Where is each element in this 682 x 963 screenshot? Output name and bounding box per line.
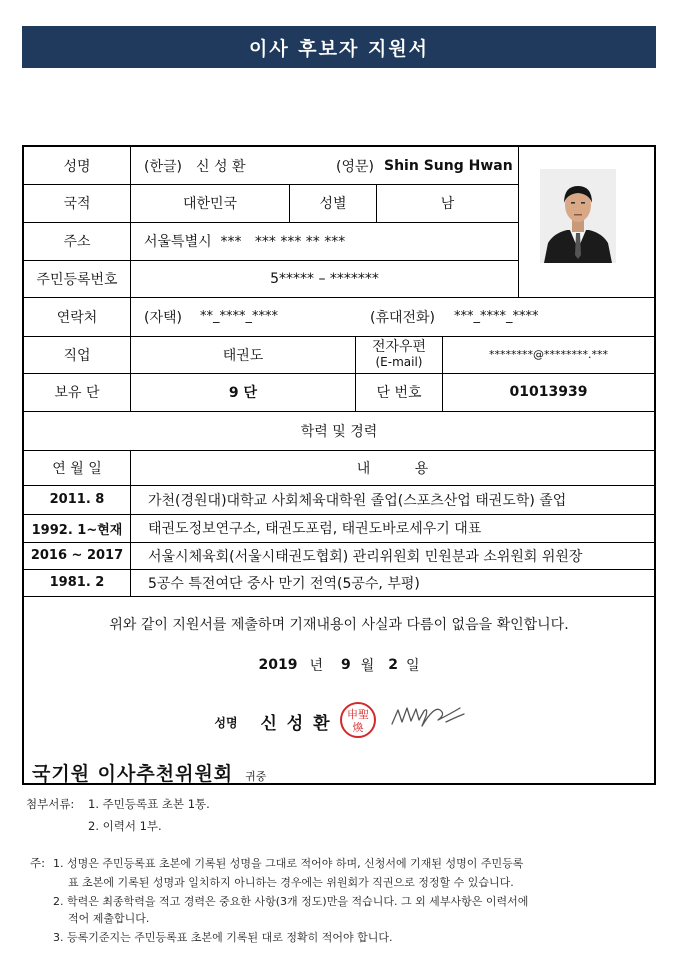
row-divider	[24, 596, 654, 597]
date-day-unit: 일	[406, 658, 420, 674]
handwritten-signature	[388, 700, 468, 732]
gender-label: 성별	[319, 196, 347, 212]
sign-name: 신 성 환	[260, 713, 332, 734]
address-label: 주소	[63, 234, 91, 250]
applicant-photo	[540, 169, 616, 263]
date-year-unit: 년	[309, 658, 323, 674]
recipient-org: 국기원 이사추천위원회	[32, 763, 234, 785]
attachment-item-2: 2. 이력서 1부.	[88, 819, 162, 833]
form-title: 이사 후보자 지원서	[22, 26, 656, 68]
dan-number-label: 단 번호	[376, 385, 422, 401]
declaration-date	[24, 652, 654, 678]
contact-label: 연락처	[56, 309, 98, 326]
rrn-value: 5***** – *******	[270, 270, 379, 287]
footnote-2a: 2. 학력은 최종학력을 적고 경력은 중요한 사항(3개 정도)만을 적습니다. 그 외 세부사항은 이력서에	[53, 895, 529, 908]
sign-label: 성명	[214, 715, 238, 730]
nationality-value: 대한민국	[182, 196, 238, 212]
job-value: 태권도	[222, 347, 264, 364]
date-day: 2	[388, 657, 398, 673]
col-divider	[518, 147, 519, 297]
email-value: ********@********.***	[489, 348, 608, 361]
email-label-line2: (E-mail)	[375, 354, 423, 369]
dan-number-value: 01013939	[509, 384, 588, 400]
career-content-1: 가천(경원대)대학교 사회체육대학원 졸업(스포츠산업 태권도학) 졸업	[148, 492, 567, 509]
footnote-1b: 표 초본에 기록된 성명과 일치하지 아니하는 경우에는 위원회가 직권으로 정정할 수 있습니다.	[68, 876, 514, 889]
rrn-label: 주민등록번호	[36, 271, 118, 288]
footnote-2b: 적어 제출합니다.	[68, 912, 150, 925]
email-label-line1: 전자우편	[371, 338, 427, 355]
name-kr-prefix: (한글)	[144, 158, 182, 175]
career-date-2: 1992. 1~현재	[31, 522, 123, 538]
career-col-content: 내 용	[356, 460, 429, 477]
name-kr-value: 신 성 환	[196, 158, 246, 175]
footnote-1a: 1. 성명은 주민등록표 초본에 기록된 성명을 그대로 적어야 하며, 신청서에 기재된 성명이 주민등록	[53, 857, 524, 870]
career-content-2: 태권도정보연구소, 태권도포럼, 태권도바로세우기 대표	[148, 521, 482, 537]
email-label	[356, 336, 442, 373]
name-en-prefix: (영문)	[336, 158, 374, 175]
mobile-phone-prefix: (휴대전화)	[370, 309, 436, 326]
application-form	[22, 145, 656, 785]
svg-text:煥: 煥	[352, 721, 364, 734]
recipient	[32, 759, 266, 785]
footnotes-label: 주:	[30, 856, 45, 870]
date-month-unit: 월	[360, 658, 375, 674]
declaration-statement: 위와 같이 지원서를 제출하며 기재내용이 사실과 다름이 없음을 확인합니다.	[109, 617, 569, 633]
career-content-3: 서울시체육회(서울시태권도협회) 관리위원회 민원분과 소위원회 위원장	[148, 548, 583, 565]
name-label: 성명	[63, 158, 91, 175]
home-phone-value: **_****_****	[200, 309, 278, 324]
date-month: 9	[340, 657, 351, 673]
dan-value: 9 단	[228, 385, 258, 401]
attachment-item-1: 1. 주민등록표 초본 1통.	[88, 797, 210, 811]
job-label: 직업	[63, 347, 91, 364]
seal-stamp	[338, 700, 378, 740]
attachments-label: 첨부서류:	[26, 797, 75, 811]
career-date-1: 2011. 8	[49, 492, 105, 507]
recipient-suffix: 귀중	[245, 770, 267, 783]
svg-text:申聖: 申聖	[347, 708, 369, 721]
name-en-value: Shin Sung Hwan	[384, 157, 513, 174]
career-date-3: 2016 ~ 2017	[30, 548, 124, 563]
footnote-3: 3. 등록기준지는 주민등록표 초본에 기록된 대로 정확히 적어야 합니다.	[53, 931, 393, 944]
dan-label: 보유 단	[54, 385, 100, 401]
home-phone-prefix: (자택)	[144, 309, 182, 326]
career-col-date: 연 월 일	[52, 460, 102, 477]
address-value: 서울특별시 *** *** *** ** ***	[144, 234, 346, 250]
gender-value: 남	[440, 196, 455, 212]
date-year: 2019	[258, 657, 298, 673]
career-section-title: 학력 및 경력	[300, 423, 378, 440]
career-date-4: 1981. 2	[49, 575, 105, 590]
mobile-phone-value: ***_****_****	[454, 309, 539, 324]
nationality-label: 국적	[63, 196, 91, 212]
career-content-4: 5공수 특전여단 중사 만기 전역(5공수, 부평)	[148, 575, 420, 592]
